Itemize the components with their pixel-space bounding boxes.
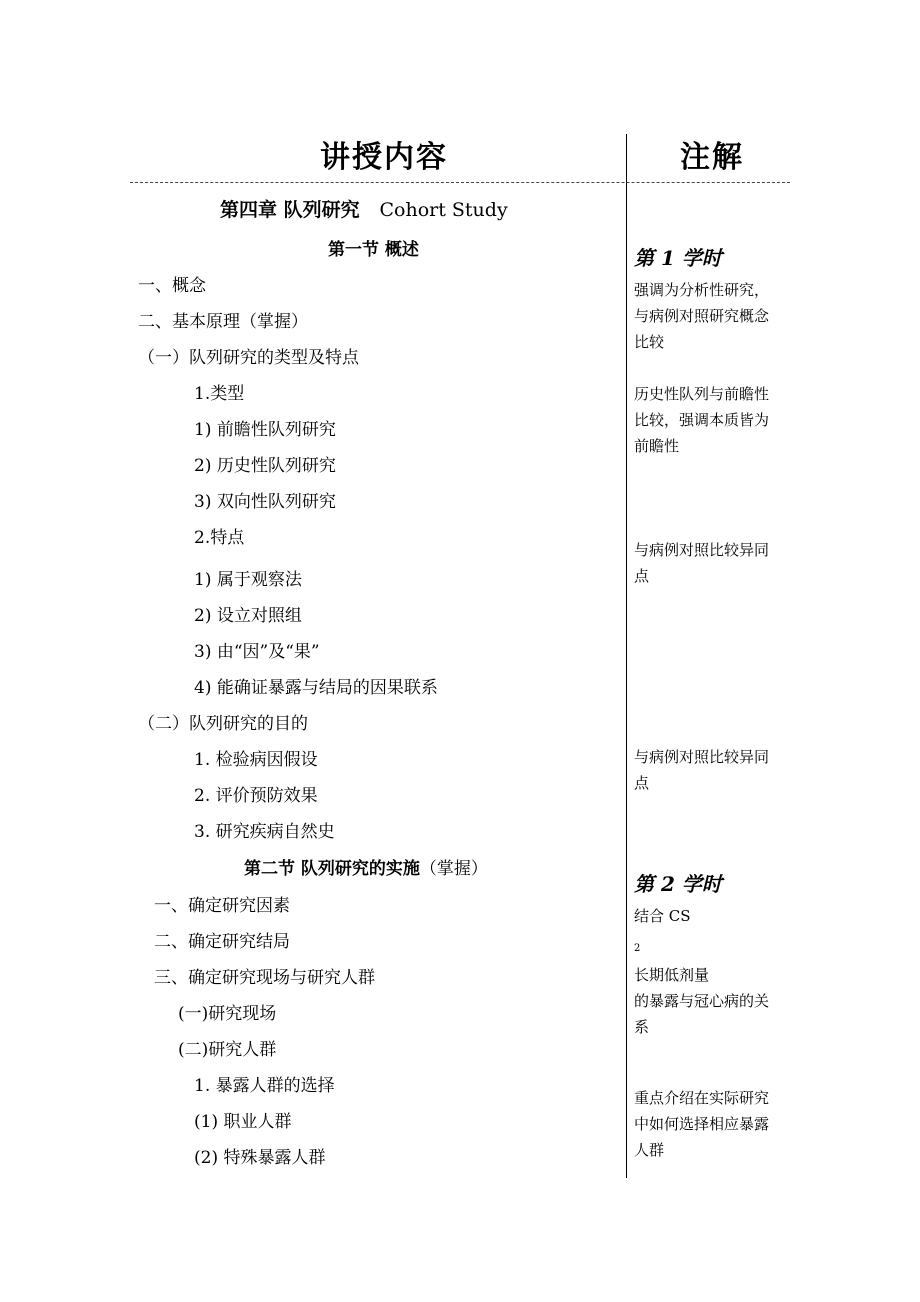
research-site: (一)研究现场 — [178, 1004, 277, 1024]
note-line: 强调为分析性研究， — [634, 281, 770, 299]
types-heading: 1.类型 — [194, 384, 245, 404]
note-analytical-study — [634, 277, 786, 355]
note-line: 系 — [634, 1018, 650, 1036]
type-prospective: 1) 前瞻性队列研究 — [194, 420, 336, 440]
note-line: 重点介绍在实际研究 — [634, 1089, 770, 1107]
section1-title: 第一节 概述 — [328, 240, 419, 260]
type-historical: 2) 历史性队列研究 — [194, 456, 336, 476]
note-compare-case-control-2 — [634, 744, 786, 796]
note-line: 前瞻性 — [634, 437, 680, 455]
chapter-title-en: Cohort Study — [379, 199, 508, 221]
principle-item: 二、基本原理（掌握） — [138, 312, 308, 332]
exposed-population-selection: 1. 暴露人群的选择 — [194, 1076, 335, 1096]
note-line: 点 — [634, 567, 650, 585]
purpose-subsection: （二）队列研究的目的 — [138, 714, 308, 734]
note-line — [634, 903, 786, 988]
note-cs2-rest: 长期低剂量 — [634, 966, 710, 984]
features-heading: 2.特点 — [194, 528, 245, 548]
feature-cause-to-effect: 3) 由“因”及“果” — [194, 642, 320, 662]
research-site-population-item: 三、确定研究现场与研究人群 — [154, 968, 375, 988]
research-factor-item: 一、确定研究因素 — [154, 896, 290, 916]
section2-tag: （掌握） — [419, 859, 488, 879]
chapter-title — [220, 201, 508, 220]
purpose-evaluate-prevention: 2. 评价预防效果 — [194, 786, 318, 806]
research-population: (二)研究人群 — [178, 1040, 277, 1060]
note-select-exposed-population — [634, 1085, 786, 1163]
research-outcome-item: 二、确定研究结局 — [154, 932, 290, 952]
header-lecture-content: 讲授内容 — [320, 140, 448, 175]
occupational-population: (1) 职业人群 — [194, 1112, 292, 1132]
period-2-label: 第 2 学时 — [634, 872, 722, 896]
concept-item: 一、概念 — [138, 276, 206, 296]
note-cs2-text: 结合 CS — [634, 907, 691, 925]
note-cs2-exposure — [634, 903, 786, 1040]
note-line: 与病例对照比较异同 — [634, 541, 770, 559]
special-exposure-population: (2) 特殊暴露人群 — [194, 1148, 326, 1168]
section2-title — [244, 861, 488, 878]
types-features-subsection: （一）队列研究的类型及特点 — [138, 348, 359, 368]
note-line: 历史性队列与前瞻性 — [634, 385, 770, 403]
section2-title-text: 第二节 队列研究的实施 — [244, 859, 420, 879]
note-line: 比较，强调本质皆为 — [634, 411, 770, 429]
note-line: 人群 — [634, 1141, 665, 1159]
note-line: 与病例对照研究概念 — [634, 307, 770, 325]
period-1-label: 第 1 学时 — [634, 246, 722, 270]
chapter-title-cn: 第四章 队列研究 — [220, 199, 360, 221]
note-cs2-subscript: 2 — [634, 943, 641, 954]
feature-observational: 1) 属于观察法 — [194, 570, 302, 590]
note-line: 与病例对照比较异同 — [634, 748, 770, 766]
note-line: 中如何选择相应暴露 — [634, 1115, 770, 1133]
type-bidirectional: 3) 双向性队列研究 — [194, 492, 336, 512]
header-divider — [130, 182, 790, 183]
feature-causal-link: 4) 能确证暴露与结局的因果联系 — [194, 678, 438, 698]
note-line: 比较 — [634, 333, 665, 351]
note-compare-case-control-1 — [634, 537, 786, 589]
purpose-test-hypothesis: 1. 检验病因假设 — [194, 750, 318, 770]
header-notes: 注解 — [680, 140, 744, 175]
note-historical-vs-prospective — [634, 381, 786, 459]
note-line: 的暴露与冠心病的关 — [634, 992, 770, 1010]
column-divider — [626, 134, 627, 1178]
feature-control-group: 2) 设立对照组 — [194, 606, 302, 626]
note-line: 点 — [634, 774, 650, 792]
purpose-natural-history: 3. 研究疾病自然史 — [194, 822, 335, 842]
